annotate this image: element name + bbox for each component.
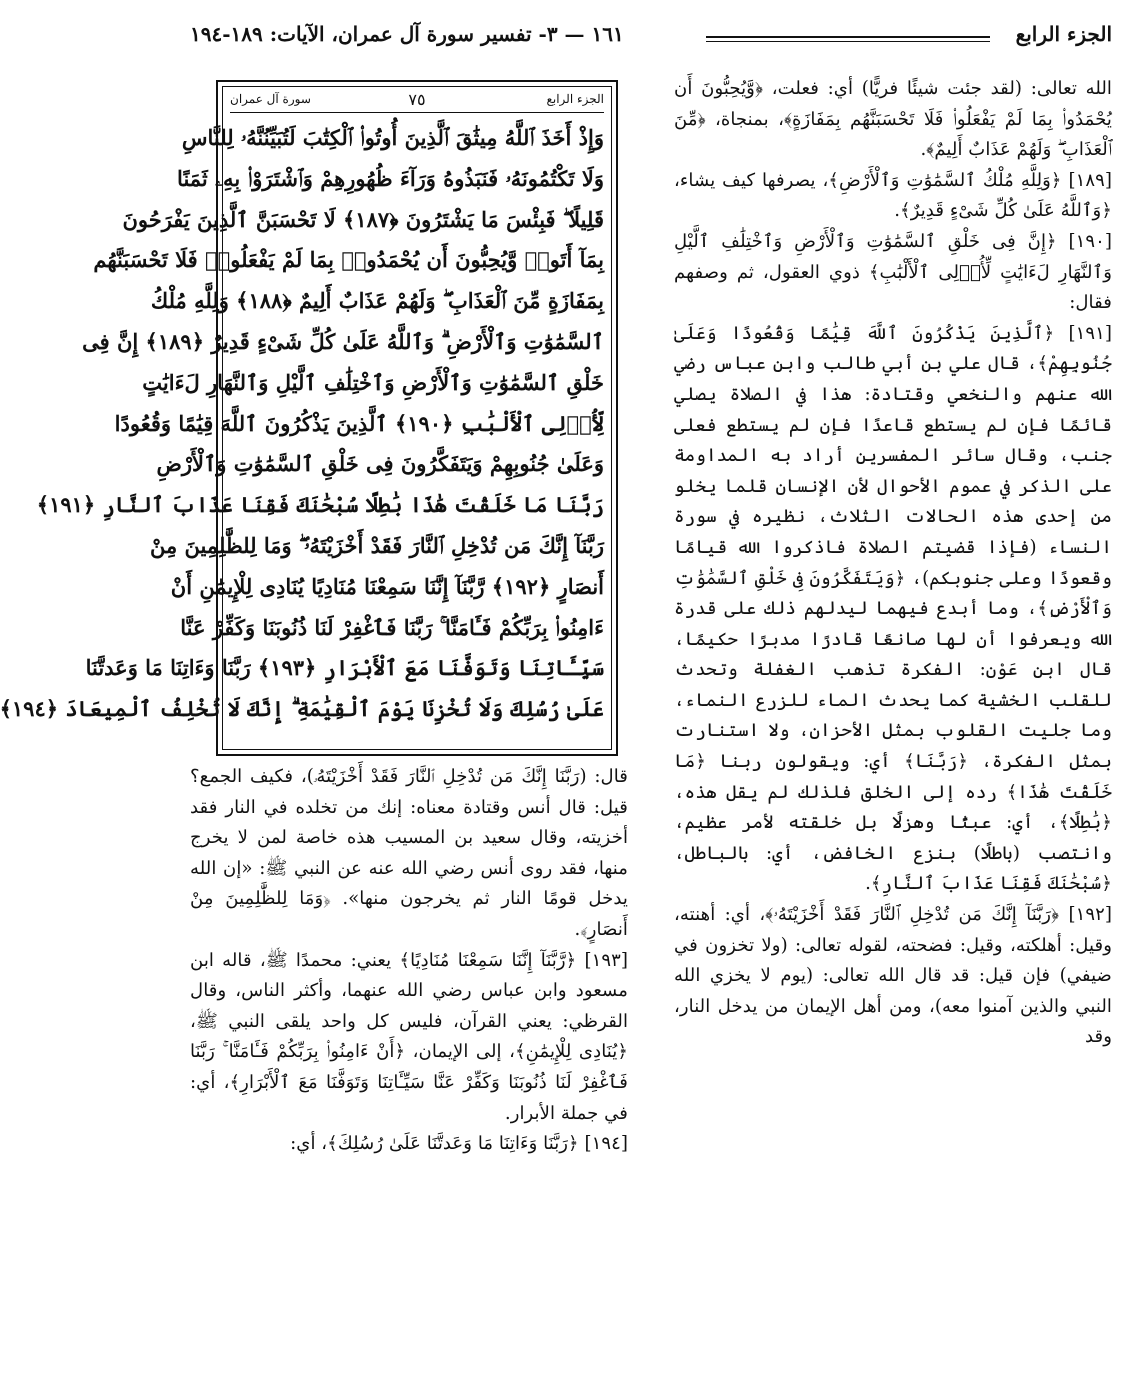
quran-line: رَبَّنَآ إِنَّكَ مَن تُدْخِلِ ٱلنَّارَ فَقَدْ أَخْزَيْتَهُۥ ۖ وَمَا لِلظَّٰلِمِينَ مِنْ: [149, 532, 604, 558]
quran-line: وَإِذْ أَخَذَ ٱللَّهُ مِيثَٰقَ ٱلَّذِينَ أُوتُوا۟ ٱلْكِتَٰبَ لَتُبَيِّنُنَّهُۥ لِلنَّاسِ: [181, 125, 604, 150]
quran-header-rule: [230, 112, 604, 113]
quran-line: عَلَىٰ رُسُلِكَ وَلَا تُخْزِنَا يَوْمَ ٱلْقِيَٰمَةِ ۗ إِنَّكَ لَا تُخْلِفُ ٱلْمِيعَادَ ﴿١٩٤﴾: [0, 696, 604, 722]
paragraph: [١٩٣] ﴿رَّبَّنَآ إِنَّنَا سَمِعْنَا مُنَادِيًا﴾ يعني: محمدًا ﷺ، قاله ابن مسعود وابن عباس رضي الله عنهما، وأكثر الناس، وقال القرظي: يعني القرآن، فليس كل واحد يلقى النبي ﷺ، ﴿يُنَادِى لِلْإِيمَٰنِ﴾، إلى الإيمان، ﴿أَنْ ءَامِنُوا۟ بِرَبِّكُمْ فَـَٔامَنَّا ۚ رَبَّنَا فَٱغْفِرْ لَنَا ذُنُوبَنَا وَكَفِّرْ عَنَّا سَيِّـَٔاتِنَا وَتَوَفَّنَا مَعَ ٱلْأَبْرَارِ﴾، أي: في جملة الأبرار.: [190, 949, 628, 1124]
quran-page-number: ٧٥: [408, 90, 426, 109]
paragraph: الله تعالى: (لقد جئت شيئًا فريًّا) أي: فعلت، ﴿وَّيُحِبُّونَ أَن يُحْمَدُوا۟ بِمَا لَمْ يَفْعَلُوا۟ فَلَا تَحْسَبَنَّهُم بِمَفَازَةٍ﴾، بمنجاة، ﴿مِّنَ ٱلْعَذَابِ ۖ وَلَهُمْ عَذَابٌ أَلِيمٌ﴾.: [674, 78, 1112, 161]
quran-line: وَعَلَىٰ جُنُوبِهِمْ وَيَتَفَكَّرُونَ فِى خَلْقِ ٱلسَّمَٰوَٰتِ وَٱلْأَرْضِ: [156, 451, 604, 477]
page-title: ١٦١ — ٣- تفسير سورة آل عمران، الآيات: ١٨٩-١٩٤: [190, 22, 624, 46]
paragraph: [١٩٢] ﴿رَبَّنَآ إِنَّكَ مَن تُدْخِلِ ٱلنَّارَ فَقَدْ أَخْزَيْتَهُۥ﴾، أي: أهنته، وقيل: أهلكته، وقيل: فضحته، لقوله تعالى: (ولا تخزون في ضيفي) فإن قيل: قد قال الله تعالى: (يوم لا يخزي الله النبي والذين آمنوا معه)، ومن أهل الإيمان من يدخل النار، وقد: [674, 904, 1112, 1048]
quran-page-image: [0, 80, 618, 756]
quran-line: قَلِيلًا ۖ فَبِئْسَ مَا يَشْتَرُونَ ﴿١٨٧﴾ لَا تَحْسَبَنَّ ٱلَّذِينَ يَفْرَحُونَ: [122, 206, 604, 232]
sura-label: سورة آل عمران: [230, 92, 311, 106]
left-column: [190, 762, 628, 1382]
quran-line: سَيِّـَٔاتِنَا وَتَوَفَّنَا مَعَ ٱلْأَبْرَارِ ﴿١٩٣﴾ رَبَّنَا وَءَاتِنَا مَا وَعَدتَّنَا: [85, 655, 604, 681]
right-column: [674, 74, 1112, 1374]
quran-line: بِمَفَازَةٍ مِّنَ ٱلْعَذَابِ ۖ وَلَهُمْ عَذَابٌ أَلِيمٌ ﴿١٨٨﴾ وَلِلَّهِ مُلْكُ: [150, 288, 604, 314]
paragraph: [١٩٠] ﴿إِنَّ فِى خَلْقِ ٱلسَّمَٰوَٰتِ وَٱلْأَرْضِ وَٱخْتِلَٰفِ ٱلَّيْلِ وَٱلنَّهَارِ لَءَايَٰتٍ لِّأُو۟لِى ٱلْأَلْبَٰبِ﴾ ذوي العقول، ثم وصفهم فقال:: [674, 230, 1112, 314]
quran-line: ءَامِنُوا۟ بِرَبِّكُمْ فَـَٔامَنَّا ۚ رَبَّنَا فَٱغْفِرْ لَنَا ذُنُوبَنَا وَكَفِّرْ عَنَّا: [180, 614, 604, 640]
part-label: الجزء الرابع: [1015, 22, 1112, 46]
juz-label: الجزء الرابع: [546, 92, 604, 106]
paragraph: قال: (رَبَّنَا إِنَّكَ مَن تُدْخِلِ ٱلنَّارَ فَقَدْ أَخْزَيْتَهُۥ)، فكيف الجمع؟ قيل: قال أنس وقتادة معناه: إنك من تخلده في النار فقد أخزيته، وقال سعيد بن المسيب هذه خاصة لمن لا يخرج منها، فقد روى أنس رضي الله عنه عن النبي ﷺ: «إن الله يدخل قومًا النار ثم يخرجون منها». ﴿وَمَا لِلظَّٰلِمِينَ مِنْ أَنصَارٍ﴾.: [190, 766, 628, 940]
quran-line: بِمَآ أَتَوا۟ وَّيُحِبُّونَ أَن يُحْمَدُوا۟ بِمَا لَمْ يَفْعَلُوا۟ فَلَا تَحْسَبَنَّهُم: [93, 247, 604, 273]
page-header: [190, 22, 1112, 56]
header-rule: [706, 36, 990, 38]
paragraph: [١٩١] ﴿ٱلَّذِينَ يَذْكُرُونَ ٱللَّهَ قِيَٰمًا وَقُعُودًا وَعَلَىٰ جُنُوبِهِمْ﴾، قال علي بن أبي طالب وابن عباس رضي الله عنهم والنخعي وقتادة: هذا في الصلاة يصلي قائمًا فإن لم يستطع قاعدًا فإن لم يستطع فعلى جنب، وقال سائر المفسرين أراد به المداومة على الذكر في عموم الأحوال لأن الإنسان قلما يخلو من إحدى هذه الحالات الثلاث، نظيره في سورة النساء (فإذا قضيتم الصلاة فاذكروا الله قيامًا وقعودًا وعلى جنوبكم)، ﴿وَيَتَفَكَّرُونَ فِى خَلْقِ ٱلسَّمَٰوَٰتِ وَٱلْأَرْضِ﴾، وما أبدع فيهما ليدلهم ذلك على قدرة الله ويعرفوا أن لها صانعًا قادرًا مدبرًا حكيمًا، قال ابن عَوْن: الفكرة تذهب الغفلة وتحدث للقلب الخشية كما يحدث الماء للزرع النماء، وما جليت القلوب بمثل الأحزان، ولا استنارت بمثل الفكرة، ﴿رَبَّنَا﴾ أي: ويقولون ربنا ﴿مَا خَلَقْتَ هَٰذَا﴾ رده إلى الخلق فلذلك لم يقل هذه، ﴿بَٰطِلًا﴾، أي: عبثًا وهزلًا بل خلقته لأمر عظيم، وانتصب (باطلًا) بنزع الخافض، أي: بالباطل، ﴿سُبْحَٰنَكَ فَقِنَا عَذَابَ ٱلنَّارِ﴾.: [674, 322, 1112, 895]
quran-line: وَلَا تَكْتُمُونَهُۥ فَنَبَذُوهُ وَرَآءَ ظُهُورِهِمْ وَٱشْتَرَوْا۟ بِهِۦ ثَمَنًا: [177, 165, 604, 191]
quran-line: رَبَّنَا مَا خَلَقْتَ هَٰذَا بَٰطِلًا سُبْحَٰنَكَ فَقِنَا عَذَابَ ٱلنَّارِ ﴿١٩١﴾: [36, 492, 604, 518]
paragraph: [١٨٩] ﴿وَلِلَّهِ مُلْكُ ٱلسَّمَٰوَٰتِ وَٱلْأَرْضِ﴾، يصرفها كيف يشاء، ﴿وَٱللَّهُ عَلَىٰ كُلِّ شَىْءٍ قَدِيرٌ﴾.: [674, 169, 1112, 222]
quran-line: خَلْقِ ٱلسَّمَٰوَٰتِ وَٱلْأَرْضِ وَٱخْتِلَٰفِ ٱلَّيْلِ وَٱلنَّهَارِ لَءَايَٰتٍ: [142, 369, 604, 395]
quran-page-header: [230, 90, 604, 112]
quran-line: لِّأُو۟لِى ٱلْأَلْبَٰبِ ﴿١٩٠﴾ ٱلَّذِينَ يَذْكُرُونَ ٱللَّهَ قِيَٰمًا وَقُعُودًا: [114, 410, 604, 436]
quran-line: ٱلسَّمَٰوَٰتِ وَٱلْأَرْضِ ۗ وَٱللَّهُ عَلَىٰ كُلِّ شَىْءٍ قَدِيرٌ ﴿١٨٩﴾ إِنَّ فِى: [82, 328, 604, 354]
header-rule-thin: [706, 41, 990, 42]
quran-line: أَنصَارٍ ﴿١٩٢﴾ رَّبَّنَآ إِنَّنَا سَمِعْنَا مُنَادِيًا يُنَادِى لِلْإِيمَٰنِ أَنْ: [170, 573, 604, 599]
quran-text: [0, 118, 604, 730]
paragraph: [١٩٤] ﴿رَبَّنَا وَءَاتِنَا مَا وَعَدتَّنَا عَلَىٰ رُسُلِكَ﴾، أي:: [290, 1133, 628, 1155]
